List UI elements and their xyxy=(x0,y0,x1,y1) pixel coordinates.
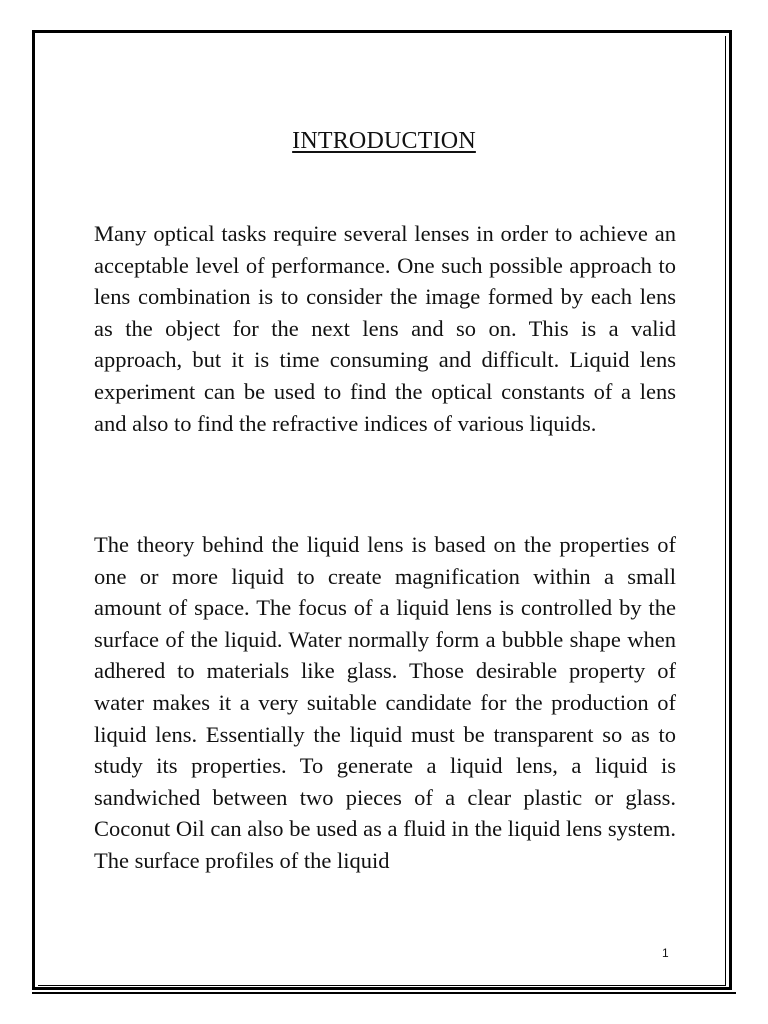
page-border-bottom-rule xyxy=(32,992,736,994)
page-number: 1 xyxy=(662,946,669,960)
paragraph-theory: The theory behind the liquid lens is based on the properties of one or more liquid to create magnification within a small amount of space. The focus of a liquid lens is controlled by the surface of the liquid. Water normally form a bubble shape when adhered to materials like glass. Those desirable property of water makes it a very suitable candidate for the production of liquid lens. Essentially the liquid must be transparent so as to study its properties. To generate a liquid lens, a liquid is sandwiched between two pieces of a clear plastic or glass. Coconut Oil can also be used as a fluid in the liquid lens system. The surface profiles of the liquid xyxy=(94,532,676,873)
paragraph-intro: Many optical tasks require several lenses in order to achieve an acceptable level of performance. One such possible approach to lens combination is to consider the image formed by each lens as the object for the next lens and so on. This is a valid approach, but it is time consuming and difficult. Liquid lens experiment can be used to find the optical constants of a lens and also to find the refractive indices of various liquids. xyxy=(94,221,676,436)
page-title: INTRODUCTION xyxy=(292,128,476,154)
